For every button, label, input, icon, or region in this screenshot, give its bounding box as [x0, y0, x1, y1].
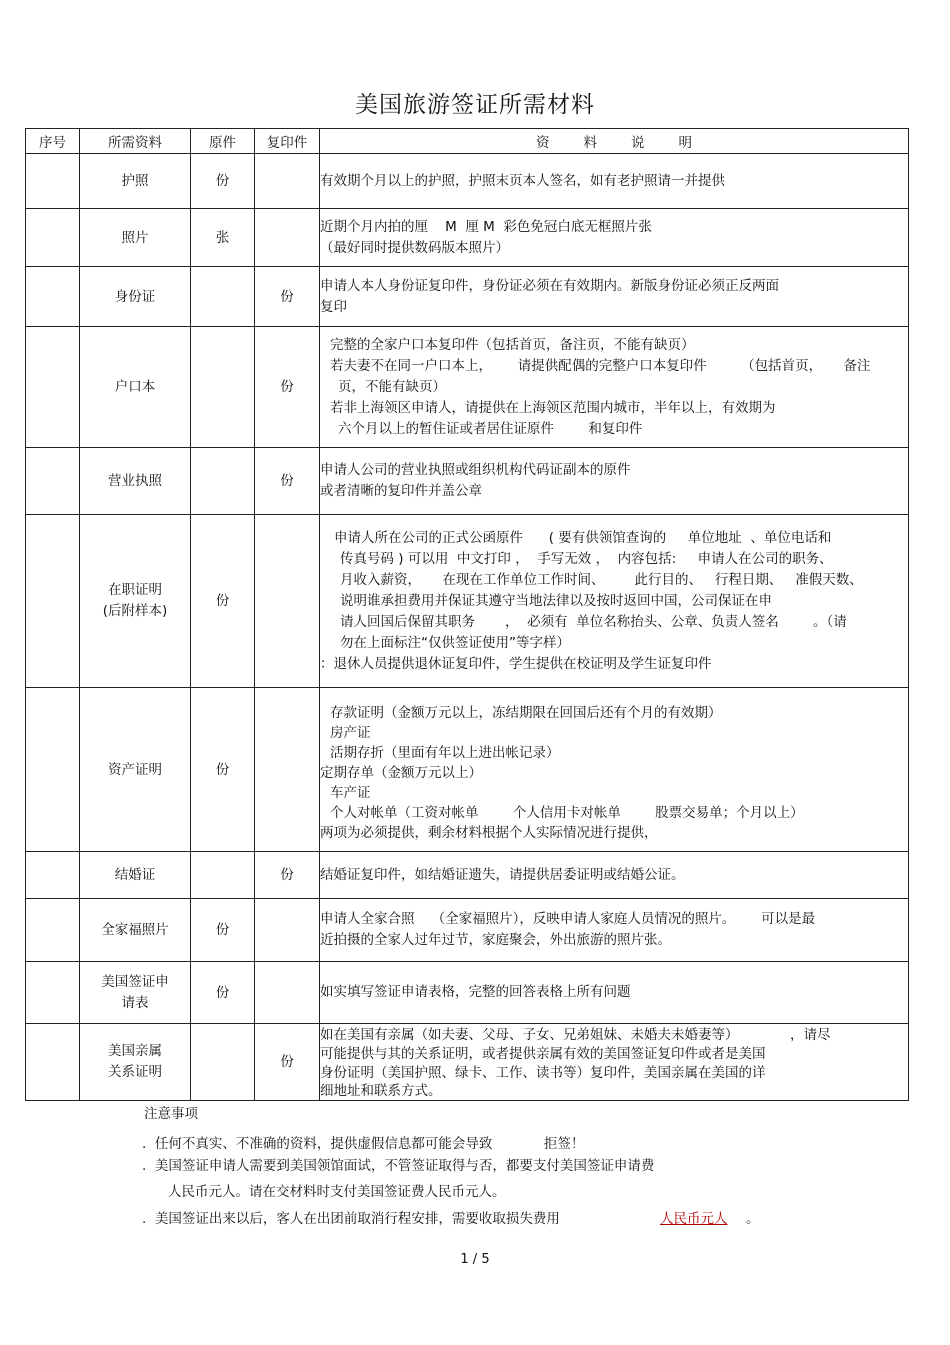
cell-item: 户口本 — [80, 327, 191, 448]
description-line: 或者清晰的复印件并盖公章 — [320, 483, 482, 499]
cell-original: 张 — [191, 209, 255, 267]
description-line: 如在美国有亲属（如夫妻、父母、子女、兄弟姐妹、未婚夫未婚妻等） ，请尽 — [320, 1026, 831, 1043]
cell-item — [80, 1024, 191, 1101]
cell-item: 营业执照 — [80, 448, 191, 515]
cell-copy — [255, 209, 320, 267]
description-line: 申请人所在公司的正式公函原件 ( 要有供领馆查询的 单位地址 、单位电话和 — [334, 529, 832, 546]
table-row — [26, 1024, 909, 1101]
description-line: 可能提供与其的关系证明，或者提供亲属有效的美国签证复印件或者是美国 — [320, 1045, 766, 1062]
cell-original — [191, 267, 255, 327]
table-row — [26, 852, 909, 899]
description-line: 活期存折（里面有年以上进出帐记录） — [330, 744, 560, 761]
table-row — [26, 688, 909, 852]
table-header-row — [26, 129, 909, 154]
description-line: 页，不能有缺页） — [338, 378, 446, 395]
cell-description — [320, 267, 909, 327]
item-line: 关系证明 — [108, 1064, 162, 1080]
cell-original: 份 — [191, 962, 255, 1024]
description-line: 如实填写签证申请表格，完整的回答表格上所有问题 — [320, 984, 631, 1000]
notes-heading: 注意事项 — [144, 1106, 198, 1122]
table-row — [26, 154, 909, 209]
cell-item: 全家福照片 — [80, 899, 191, 962]
item-line: 请表 — [121, 994, 149, 1011]
description-line: 若夫妻不在同一户口本上， 请提供配偶的完整户口本复印件 （包括首页， 备注 — [330, 357, 871, 374]
cell-original — [191, 1024, 255, 1101]
cell-seq — [26, 209, 80, 267]
cell-seq — [26, 327, 80, 448]
cell-copy: 份 — [255, 852, 320, 899]
cell-copy: 份 — [255, 1024, 320, 1101]
cell-description — [320, 327, 909, 448]
cell-seq — [26, 962, 80, 1024]
table-row — [26, 448, 909, 515]
cell-seq — [26, 1024, 80, 1101]
cell-copy — [255, 515, 320, 688]
cell-item — [80, 962, 191, 1024]
cell-item — [80, 515, 191, 688]
description-line: 复印 — [320, 298, 347, 315]
cell-seq — [26, 267, 80, 327]
cell-seq — [26, 852, 80, 899]
header-original: 原件 — [191, 129, 255, 154]
cell-original: 份 — [191, 899, 255, 962]
description-line: 存款证明（金额万元以上，冻结期限在回国后还有个月的有效期） — [330, 704, 722, 721]
header-copy: 复印件 — [255, 129, 320, 154]
description-line: 两项为必须提供，剩余材料根据个人实际情况进行提供， — [320, 824, 658, 841]
description-line: 近期个月内拍的厘 M 厘 M 彩色免冠白底无框照片张 — [320, 218, 652, 235]
description-line: 申请人本人身份证复印件，身份证必须在有效期内。新版身份证必须正反两面 — [320, 277, 779, 294]
table-row — [26, 962, 909, 1024]
description-line: ：退休人员提供退休证复印件，学生提供在校证明及学生证复印件 — [320, 655, 712, 672]
cell-original: 份 — [191, 154, 255, 209]
cell-description — [320, 154, 909, 209]
cell-original: 份 — [191, 688, 255, 852]
page-title: 美国旅游签证所需材料 — [355, 92, 595, 118]
note-item: . 美国签证出来以后，客人在出团前取消行程安排，需要收取损失费用 — [142, 1211, 560, 1227]
cell-description — [320, 899, 909, 962]
cell-description — [320, 1024, 909, 1101]
cell-description — [320, 515, 909, 688]
note-item: . 任何不真实、不准确的资料，提供虚假信息都可能会导致 拒签！ — [142, 1136, 585, 1152]
cell-item: 结婚证 — [80, 852, 191, 899]
cell-item: 照片 — [80, 209, 191, 267]
cell-copy: 份 — [255, 267, 320, 327]
cell-original — [191, 852, 255, 899]
cell-copy — [255, 899, 320, 962]
description-line: 勿在上面标注“仅供签证使用”等字样） — [340, 634, 570, 651]
cell-copy: 份 — [255, 327, 320, 448]
description-line: 定期存单（金额万元以上） — [320, 764, 482, 781]
note-item-continued: 人民币元人。请在交材料时支付美国签证费人民币元人。 — [168, 1184, 506, 1200]
description-line: 申请人公司的营业执照或组织机构代码证副本的原件 — [320, 462, 631, 478]
description-line: 申请人全家合照 （全家福照片），反映申请人家庭人员情况的照片。 可以是最 — [320, 911, 816, 927]
cell-seq — [26, 688, 80, 852]
cell-description — [320, 962, 909, 1024]
header-description: 资料说明 — [320, 129, 909, 154]
header-seq: 序号 — [26, 129, 80, 154]
cell-description — [320, 688, 909, 852]
cell-copy — [255, 154, 320, 209]
cell-seq — [26, 448, 80, 515]
cell-description — [320, 448, 909, 515]
fee-amount: 人民币元人 — [660, 1211, 728, 1227]
item-line: 美国签证申 — [101, 973, 169, 990]
cell-item: 资产证明 — [80, 688, 191, 852]
cell-copy — [255, 962, 320, 1024]
description-line: 身份证明（美国护照、绿卡、工作、读书等）复印件，美国亲属在美国的详 — [320, 1064, 766, 1081]
cell-original: 份 — [191, 515, 255, 688]
item-line: 在职证明 — [108, 582, 162, 598]
description-line: 细地址和联系方式。 — [320, 1082, 442, 1099]
description-line: 近拍摄的全家人过年过节，家庭聚会，外出旅游的照片张。 — [320, 932, 671, 948]
table-row — [26, 327, 909, 448]
cell-item: 身份证 — [80, 267, 191, 327]
cell-copy: 份 — [255, 448, 320, 515]
description-line: 月收入薪资， 在现在工作单位工作时间、 此行目的、 行程日期、 准假天数、 — [340, 571, 863, 588]
description-line: （最好同时提供数码版本照片） — [320, 239, 509, 256]
description-line: 完整的全家户口本复印件（包括首页，备注页，不能有缺页） — [330, 336, 695, 353]
table-row — [26, 899, 909, 962]
description-line: 请人回国后保留其职务 ， 必须有 单位名称抬头、公章、负责人签名 。（请 — [340, 613, 847, 630]
cell-original — [191, 327, 255, 448]
cell-seq — [26, 154, 80, 209]
page-number: 1 / 5 — [460, 1252, 490, 1267]
note-period: 。 — [746, 1211, 760, 1227]
materials-table — [25, 128, 909, 1101]
table-row — [26, 267, 909, 327]
cell-description — [320, 209, 909, 267]
table-row — [26, 209, 909, 267]
header-item: 所需资料 — [80, 129, 191, 154]
description-line: 房产证 — [330, 724, 371, 741]
cell-copy — [255, 688, 320, 852]
description-line: 个人对帐单（工资对帐单 个人信用卡对帐单 股票交易单；个月以上） — [330, 804, 804, 821]
description-line: 传真号码 ) 可以用 中文打印 ， 手写无效 ， 内容包括: 申请人在公司的职务、 — [340, 550, 833, 567]
cell-seq — [26, 515, 80, 688]
cell-item: 护照 — [80, 154, 191, 209]
description-line: 六个月以上的暂住证或者居住证原件 和复印件 — [338, 420, 643, 437]
table-row — [26, 515, 909, 688]
item-line: 美国亲属 — [108, 1043, 162, 1059]
description-line: 车产证 — [330, 784, 371, 801]
cell-seq — [26, 899, 80, 962]
description-line: 说明谁承担费用并保证其遵守当地法律以及按时返回中国，公司保证在申 — [340, 592, 772, 609]
description-line: 结婚证复印件，如结婚证遗失，请提供居委证明或结婚公证。 — [320, 866, 685, 883]
note-item: . 美国签证申请人需要到美国领馆面试，不管签证取得与否，都要支付美国签证申请费 — [142, 1158, 655, 1174]
description-line: 有效期个月以上的护照，护照末页本人签名，如有老护照请一并提供 — [320, 172, 725, 189]
cell-description — [320, 852, 909, 899]
cell-original — [191, 448, 255, 515]
description-line: 若非上海领区申请人，请提供在上海领区范围内城市，半年以上，有效期为 — [330, 399, 776, 416]
item-line: (后附样本) — [102, 603, 168, 619]
